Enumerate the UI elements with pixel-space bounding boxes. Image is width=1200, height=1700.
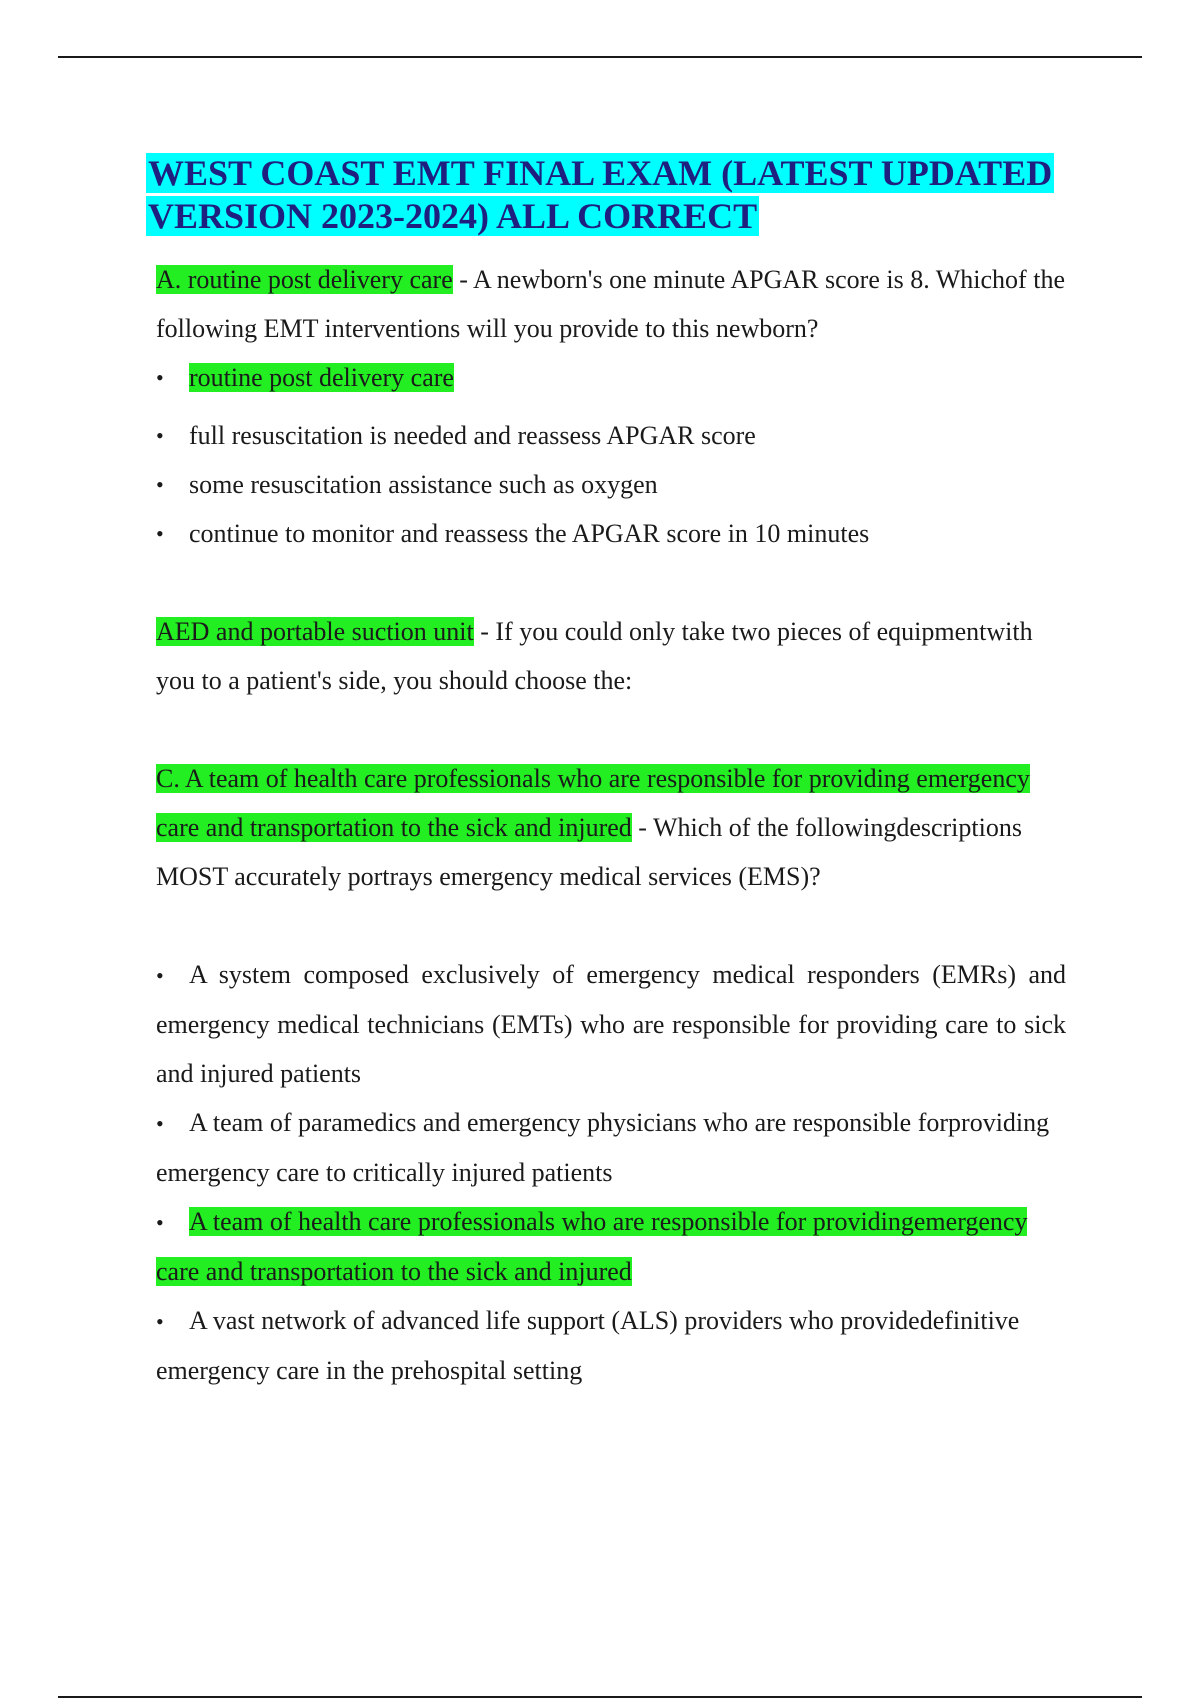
answer-highlight: C. A team of health care professionals who are responsible for providing emergency care and transportation to the sick and injured	[156, 764, 1030, 842]
option-text: A system composed exclusively of emergency medical responders (EMRs) and emergency medical technicians (EMTs) who are responsible for providing care to sick and injured patients	[156, 960, 1066, 1088]
list-item	[156, 460, 1066, 509]
question-2	[156, 607, 1066, 705]
question-text: - A newborn's one minute APGAR score is 8. Whichof the following EMT interventions will you provide to this newborn?	[156, 265, 1065, 343]
document-body	[156, 255, 1066, 1395]
spacer	[156, 705, 1066, 754]
answer-highlight: A. routine post delivery care	[156, 265, 453, 294]
option-text: routine post delivery care	[189, 363, 454, 392]
spacer	[156, 558, 1066, 607]
question-text: - If you could only take two pieces of equipmentwith you to a patient's side, you should choose the:	[156, 617, 1033, 695]
option-text: A vast network of advanced life support (ALS) providers who providedefinitive emergency care in the prehospital setting	[156, 1306, 1020, 1385]
question-1	[156, 255, 1066, 353]
title-line-2: VERSION 2023-2024) ALL CORRECT	[148, 196, 758, 236]
question-3	[156, 754, 1066, 901]
list-item	[156, 509, 1066, 558]
option-text: full resuscitation is needed and reassess APGAR score	[189, 421, 756, 450]
option-text: some resuscitation assistance such as oxygen	[189, 470, 658, 499]
header-rule	[58, 56, 1142, 58]
footer-rule	[58, 1696, 1142, 1698]
list-item	[156, 1197, 1066, 1296]
question-text: - Which of the followingdescriptions MOST accurately portrays emergency medical services (EMS)?	[156, 813, 1022, 891]
answer-highlight: AED and portable suction unit	[156, 617, 474, 646]
question-1-options	[156, 353, 1066, 558]
option-text: A team of health care professionals who are responsible for providingemergency care and transportation to the sick and injured	[156, 1207, 1028, 1286]
list-item	[156, 411, 1066, 460]
question-3-options	[156, 950, 1066, 1395]
option-text: A team of paramedics and emergency physicians who are responsible forproviding emergency care to critically injured patients	[156, 1108, 1050, 1187]
list-item	[156, 1296, 1066, 1395]
list-item	[156, 1098, 1066, 1197]
list-item	[156, 950, 1066, 1098]
option-text: continue to monitor and reassess the APGAR score in 10 minutes	[189, 519, 870, 548]
title-line-1: WEST COAST EMT FINAL EXAM (LATEST UPDATED	[148, 153, 1053, 193]
document-title	[146, 152, 1086, 238]
spacer	[156, 901, 1066, 950]
list-item	[156, 353, 1066, 402]
